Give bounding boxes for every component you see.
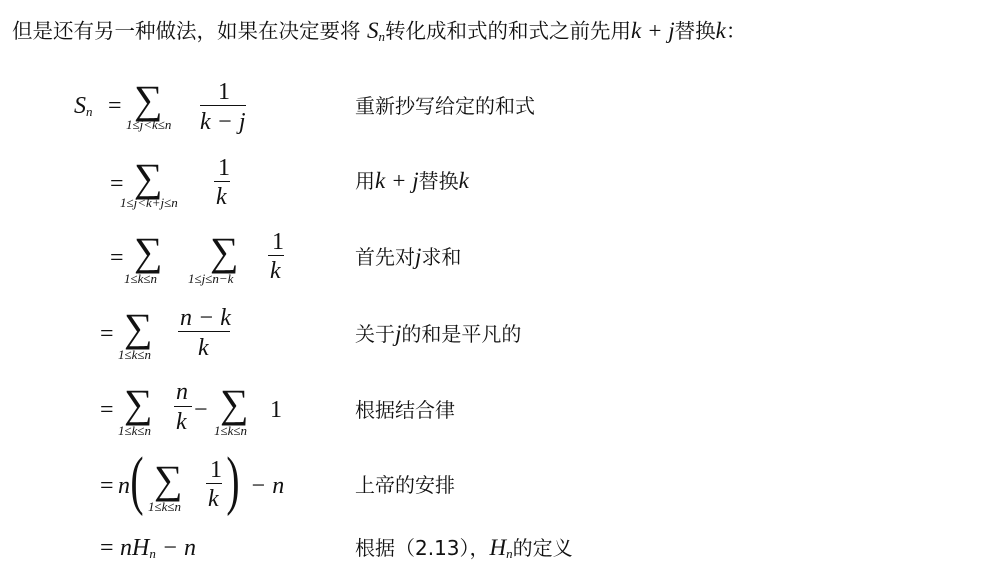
note-row-6 (355, 471, 455, 499)
equation-row-2 (70, 152, 330, 212)
sigma-icon: ∑ (134, 77, 163, 122)
sum-limit: 1≤j<k≤n (126, 117, 172, 132)
lhs-S: $S_n$ (74, 93, 93, 119)
intro-var-S: $S_n$ (367, 18, 386, 44)
sigma-icon: ∑ (124, 305, 153, 350)
note-var-j: j (415, 244, 422, 269)
equals-sign: = (100, 535, 114, 561)
minus-sign: − (194, 397, 208, 423)
coefficient-n: n (118, 473, 130, 499)
note-var-j: j (395, 321, 402, 346)
sum-limit-2: 1≤k≤n (214, 423, 248, 438)
fraction-bar (178, 331, 230, 332)
equation-row-1 (70, 74, 330, 134)
fraction-denominator: k (270, 258, 281, 284)
sigma-icon: ∑ (134, 229, 163, 274)
sigma-icon: ∑ (210, 229, 239, 274)
fraction-numerator: 1 (272, 229, 284, 255)
note-row-1 (355, 92, 535, 120)
note-row-2 (355, 167, 469, 195)
fraction-bar (206, 483, 222, 484)
left-paren: ( (130, 444, 144, 517)
note-text: 上帝的安排 (355, 473, 455, 497)
right-paren: ) (226, 444, 240, 517)
fraction-denominator: k (208, 486, 219, 512)
note-row-5 (355, 396, 455, 424)
sum-limit-2: 1≤j≤n−k (188, 271, 234, 286)
equation-row-5 (70, 378, 330, 438)
sigma-icon: ∑ (124, 381, 153, 426)
note-math: k + j (375, 168, 419, 193)
intro-middle: 转化成和式的和式之前先用 (385, 19, 632, 43)
sigma-icon: ∑ (154, 457, 183, 502)
intro-expr: k + j (631, 18, 675, 43)
fraction-denominator: k (176, 409, 187, 435)
note-text-b: 替换 (418, 169, 459, 193)
note-text-b: 求和 (421, 245, 462, 269)
fraction-numerator: 1 (210, 457, 222, 483)
minus-n: − n (250, 473, 285, 499)
equals-sign: = (110, 245, 124, 271)
sum-limit: 1≤j<k+j≤n (120, 195, 178, 210)
fraction-numerator: n − k (180, 305, 231, 331)
note-row-3 (355, 243, 461, 271)
sigma-icon: ∑ (134, 155, 163, 200)
note-text-a: 根据（2.13）， (355, 536, 490, 560)
fraction-denominator: k (216, 184, 227, 210)
fraction-bar (214, 181, 230, 182)
fraction-numerator: 1 (218, 155, 230, 181)
sum-limit-1: 1≤k≤n (124, 271, 158, 286)
equation-row-3 (70, 226, 330, 286)
equals-sign: = (110, 171, 124, 197)
intro-var-k: k (715, 18, 726, 43)
fraction-bar (174, 406, 192, 407)
intro-suffix-b: ： (725, 19, 747, 43)
note-text: 根据结合律 (355, 398, 455, 422)
intro-sub-n: n (378, 29, 386, 44)
note-var-Hn: $H_n$ (489, 535, 513, 561)
fraction-denominator: k − j (200, 109, 246, 135)
sum-limit: 1≤k≤n (148, 499, 182, 514)
equals-sign: = (100, 321, 114, 347)
fraction-denominator: k (198, 335, 209, 361)
equation-row-7 (70, 522, 330, 582)
fraction-bar (268, 255, 284, 256)
fraction-numerator: n (176, 379, 188, 405)
note-row-4 (355, 320, 521, 348)
note-text: 重新抄写给定的和式 (355, 94, 535, 118)
note-text-b: 的定义 (512, 536, 573, 560)
sum-limit-1: 1≤k≤n (118, 423, 152, 438)
equation-row-6 (70, 444, 330, 517)
equation-row-4 (70, 302, 330, 362)
intro-suffix-a: 替换 (674, 19, 716, 43)
intro-sentence (12, 16, 982, 49)
fraction-bar (200, 105, 246, 106)
fraction-numerator: 1 (218, 79, 230, 105)
summand-one: 1 (270, 397, 282, 423)
note-text-a: 首先对 (355, 245, 415, 269)
note-text-a: 关于 (355, 322, 395, 346)
intro-prefix: 但是还有另一种做法，如果在决定要将 (12, 19, 361, 43)
note-text-a: 用 (355, 169, 375, 193)
note-text-b: 的和是平凡的 (401, 322, 522, 346)
sum-limit: 1≤k≤n (118, 347, 152, 362)
note-var-k: k (458, 168, 469, 193)
equals-sign: = (108, 93, 122, 119)
equals-sign: = (100, 473, 114, 499)
equals-sign: = (100, 397, 114, 423)
note-row-7 (355, 534, 573, 565)
sigma-icon: ∑ (220, 381, 249, 426)
result-expression: $nH_n - n$ (120, 535, 197, 561)
